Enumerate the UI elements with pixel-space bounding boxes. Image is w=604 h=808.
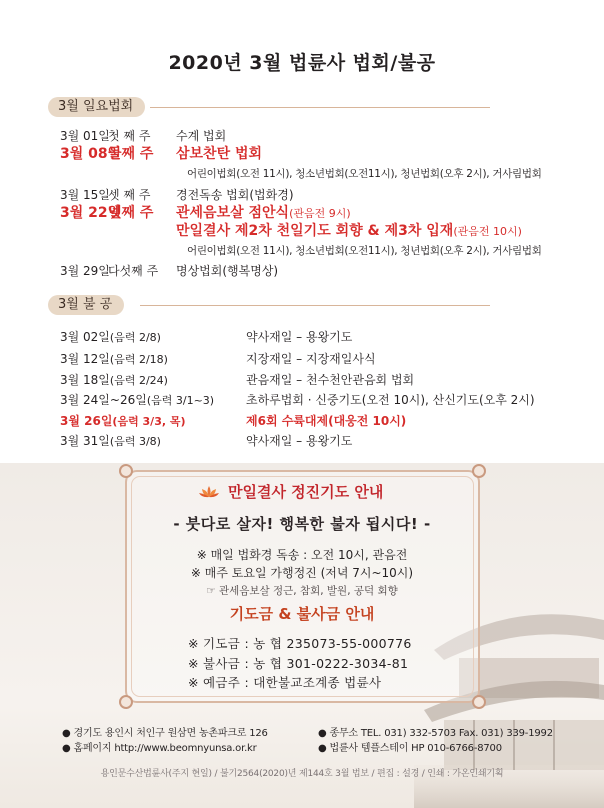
frame-corner-ornament [472, 464, 486, 478]
prayer-title: 만일결사 정진기도 안내 [228, 483, 384, 501]
page-title: 2020년 3월 법륜사 법회/불공 [168, 52, 436, 74]
contact-address: ● 경기도 용인시 처인구 원삼면 농촌파크로 126 [62, 728, 268, 739]
sunday-item-6: 3월 29일다섯째 주 명상법회(행복명상) [60, 264, 279, 278]
publication-footer: 용인문수산법륜사(주지 현일) / 불기2564(2020)년 제144호 3월 법보 / 편집 : 설경 / 인쇄 : 가온인쇄기획 [100, 769, 504, 779]
sunday-item-1: 3월 01일첫 째 주 수계 법회 [60, 129, 227, 143]
bulgong-item-2: 3월 12일(음력 2/18) 지장재일 – 지장재일사식 [60, 352, 376, 366]
contact-templestay: ● 법륜사 템플스테이 HP 010-6766-8700 [318, 743, 502, 754]
prayer-slogan: - 붓다로 살자! 행복한 불자 됩시다! - [173, 515, 431, 533]
frame-corner-ornament [472, 695, 486, 709]
sunday-item-5: 만일결사 제2차 천일기도 회향 & 제3차 입재(관음전 10시) [176, 223, 522, 239]
contact-homepage: ● 홈페이지 http://www.beomnyunsa.or.kr [62, 743, 257, 754]
bulgong-item-6: 3월 31일(음력 3/8) 약사재일 – 용왕기도 [60, 434, 353, 448]
prayer-note: ☞ 관세음보살 정근, 참회, 발원, 공덕 회향 [206, 585, 398, 597]
funds-account-holder: ※ 예금주 : 대한불교조계종 법륜사 [188, 675, 382, 690]
sunday-item-2: 3월 08일둘째 주 삼보찬탄 법회 [60, 146, 263, 162]
bulgong-item-1: 3월 02일(음력 2/8) 약사재일 – 용왕기도 [60, 330, 353, 344]
section-tag-bulgong: 3월 불 공 [48, 295, 124, 315]
bulgong-item-5: 3월 26일(음력 3/3, 목) 제6회 수륙대제(대웅전 10시) [60, 414, 407, 428]
bulgong-item-3: 3월 18일(음력 2/24) 관음재일 – 천수천안관음회 법회 [60, 373, 415, 387]
sunday-item-4: 3월 22일넷째 주 관세음보살 점안식(관음전 9시) [60, 205, 351, 221]
prayer-daily: ※ 매일 법화경 독송 : 오전 10시, 관음전 [196, 548, 408, 562]
lotus-icon [198, 485, 220, 499]
section-tag-sunday: 3월 일요법회 [48, 97, 145, 117]
section-divider [150, 107, 490, 108]
bulgong-item-4: 3월 24일~26일(음력 3/1~3) 초하루법회 · 신중기도(오전 10시), 산신기도(오후 2시) [60, 393, 535, 407]
sunday-sub-schedule-1: 어린이법회(오전 11시), 청소년법회(오전11시), 청년법회(오후 2시), 거사림법회 [187, 168, 542, 180]
frame-corner-ornament [119, 464, 133, 478]
frame-corner-ornament [119, 695, 133, 709]
funds-bulsa-account: ※ 불사금 : 농 협 301-0222-3034-81 [188, 656, 409, 671]
funds-prayer-account: ※ 기도금 : 농 협 235073-55-000776 [188, 636, 412, 651]
prayer-saturday: ※ 매주 토요일 가행정진 (저녁 7시~10시) [190, 566, 414, 580]
section-divider [140, 305, 490, 306]
contact-office: ● 종무소 TEL. 031) 332-5703 Fax. 031) 339-1992 [318, 728, 553, 739]
funds-title: 기도금 & 불사금 안내 [229, 605, 375, 623]
sunday-item-3: 3월 15일셋 째 주 경전독송 법회(법화경) [60, 188, 294, 202]
sunday-sub-schedule-2: 어린이법회(오전 11시), 청소년법회(오전11시), 청년법회(오후 2시), 거사림법회 [187, 245, 542, 257]
